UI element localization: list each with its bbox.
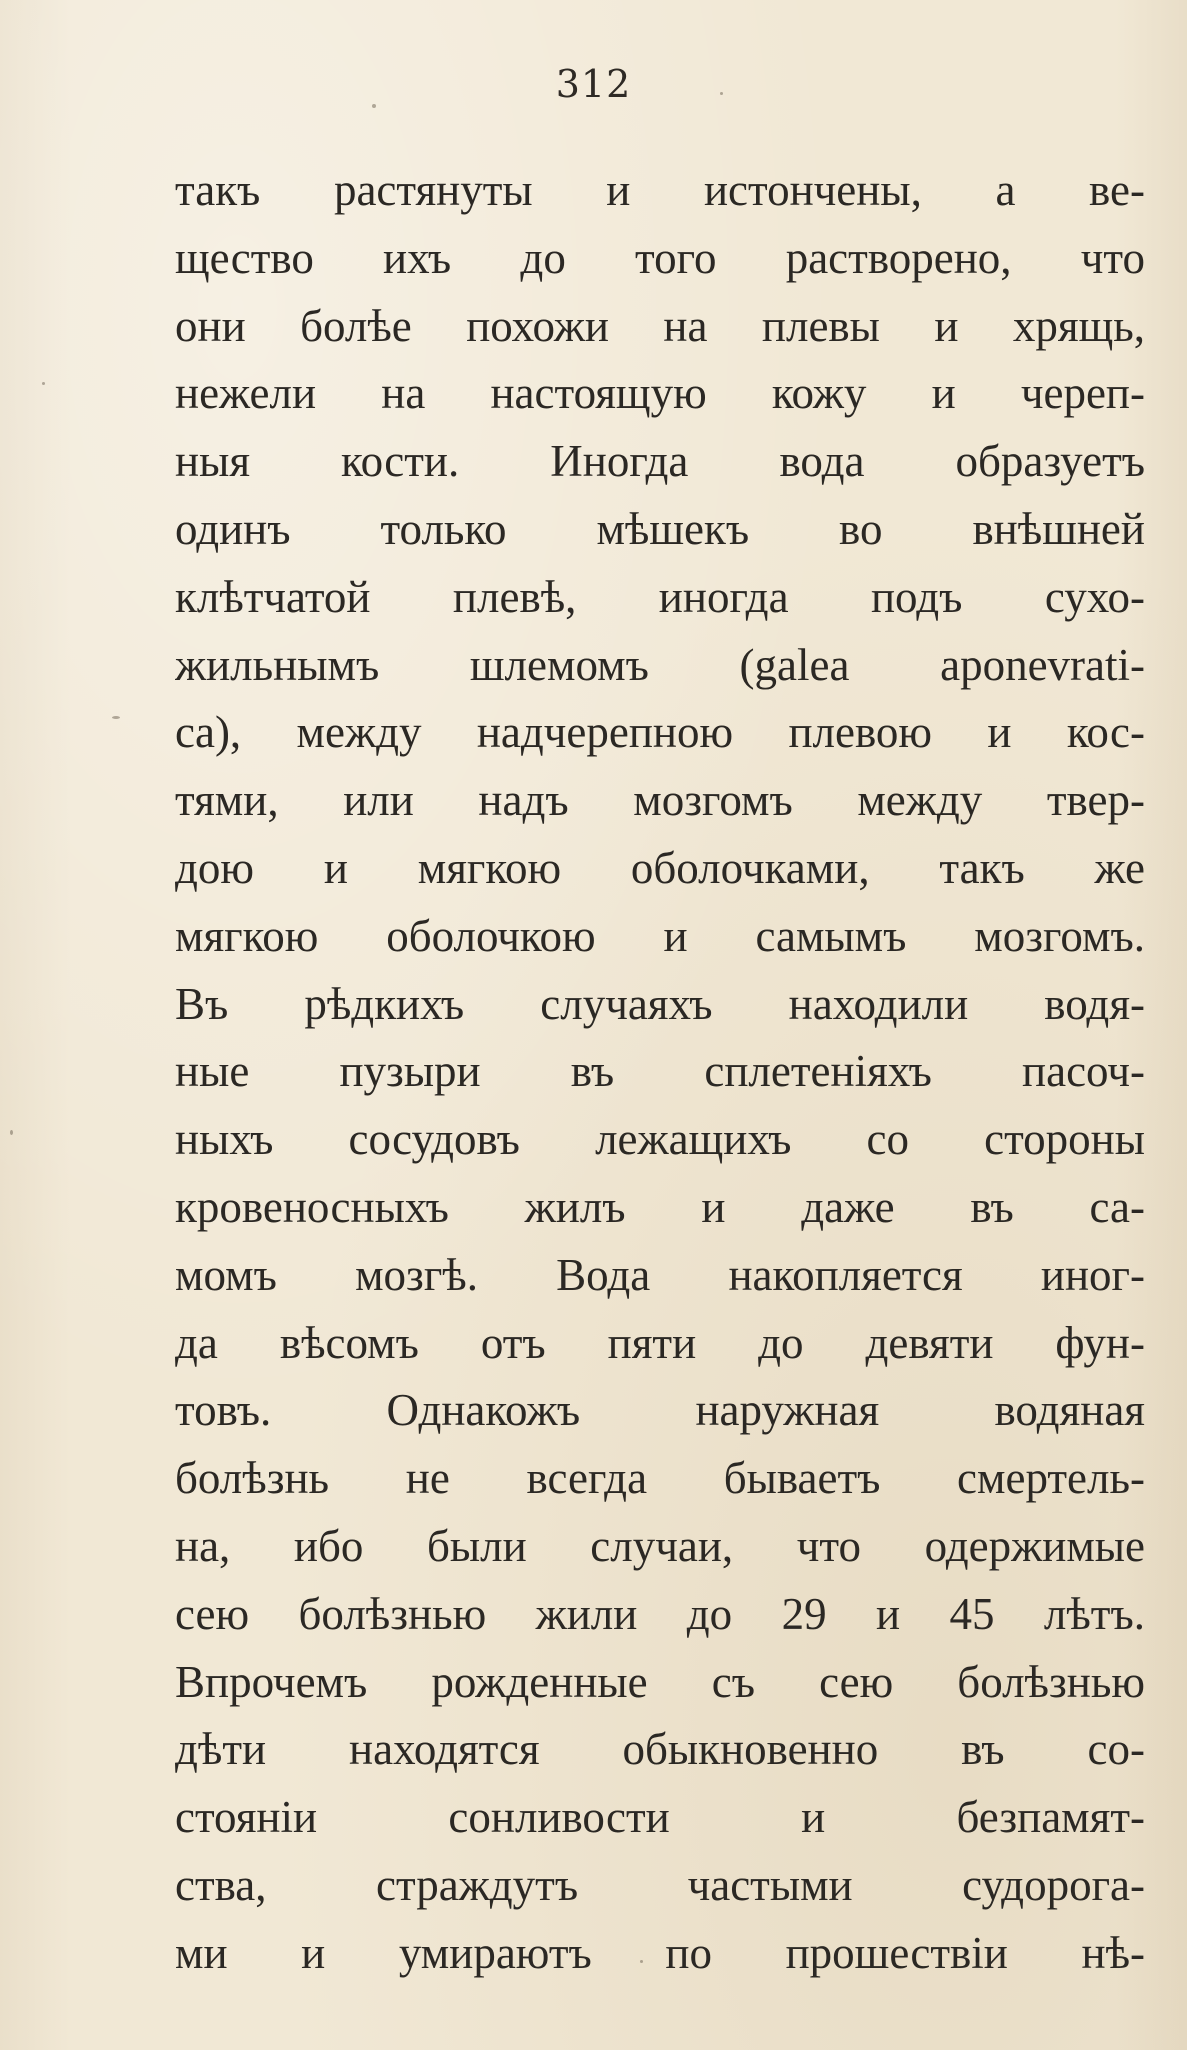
- paper-speck: [372, 104, 376, 108]
- text-line: стояніи сонливости и безпамят-: [175, 1792, 1145, 1843]
- paper-speck: [640, 1960, 643, 1963]
- text-line: сею болѣзнью жили до 29 и 45 лѣтъ.: [175, 1588, 1145, 1639]
- text-line: ства, страждутъ частыми судорога-: [175, 1859, 1145, 1910]
- text-line: нежели на настоящую кожу и череп-: [175, 368, 1145, 419]
- text-line: щество ихъ до того растворено, что: [175, 232, 1145, 283]
- text-line: дѣти находятся обыкновенно въ со-: [175, 1724, 1145, 1775]
- text-line: они болѣе похожи на плевы и хрящь,: [175, 300, 1145, 351]
- text-line: да вѣсомъ отъ пяти до девяти фун-: [175, 1317, 1145, 1368]
- paper-speck: [112, 716, 120, 719]
- text-line: мягкою оболочкою и самымъ мозгомъ.: [175, 910, 1145, 961]
- text-line: Впрочемъ рожденные съ сею болѣзнью: [175, 1656, 1145, 1707]
- text-line: такъ растянуты и истончены, а ве-: [175, 165, 1145, 215]
- paper-speck: [10, 1130, 13, 1135]
- text-line: ные пузыри въ сплетеніяхъ пасоч-: [175, 1046, 1145, 1097]
- text-line: момъ мозгѣ. Вода накопляется иног-: [175, 1249, 1145, 1300]
- text-line: тями, или надъ мозгомъ между твер-: [175, 775, 1145, 826]
- text-line: жильнымъ шлемомъ (galea aponevrati-: [175, 639, 1145, 690]
- text-line: на, ибо были случаи, что одержимые: [175, 1520, 1145, 1571]
- paper-speck: [42, 382, 45, 385]
- body-text: [175, 157, 1145, 1988]
- text-line: ca), между надчерепною плевою и кос-: [175, 707, 1145, 758]
- text-line: Въ рѣдкихъ случаяхъ находили водя-: [175, 978, 1145, 1029]
- text-line: ныхъ сосудовъ лежащихъ со стороны: [175, 1114, 1145, 1165]
- text-line: дою и мягкою оболочками, такъ же: [175, 842, 1145, 893]
- text-line: товъ. Однакожъ наружная водяная: [175, 1385, 1145, 1436]
- text-line: ми и умираютъ по прошествіи нѣ-: [175, 1927, 1145, 1978]
- text-line: ныя кости. Иногда вода образуетъ: [175, 436, 1145, 487]
- text-line: одинъ только мѣшекъ во внѣшней: [175, 503, 1145, 554]
- paper-speck: [720, 92, 723, 95]
- text-line: клѣтчатой плевѣ, иногда подъ сухо-: [175, 571, 1145, 622]
- text-line: болѣзнь не всегда бываетъ смертель-: [175, 1453, 1145, 1504]
- text-line: кровеносныхъ жилъ и даже въ са-: [175, 1181, 1145, 1232]
- paper-speck: [1048, 1620, 1052, 1624]
- page-number: 312: [555, 62, 632, 106]
